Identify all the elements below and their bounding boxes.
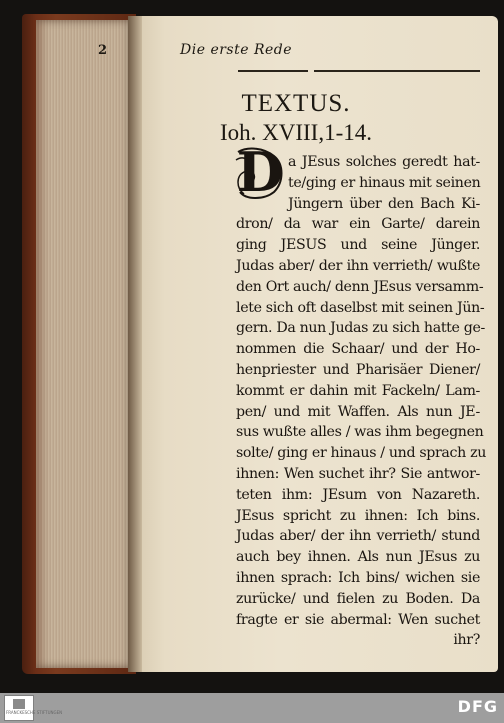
text-line: kommt er dahin mit Fackeln/ Lam- xyxy=(236,382,480,399)
text-line: auch bey ihnen. Als nun JEsus zu xyxy=(236,549,480,566)
library-logo[interactable] xyxy=(4,695,63,721)
header-rule-right xyxy=(314,70,480,72)
text-line: dron/ da war ein Garte/ darein xyxy=(236,216,480,233)
text-line: henpriester und Pharisäer Diener/ xyxy=(236,361,480,378)
text-line: den Ort auch/ denn JEsus versamm- xyxy=(236,278,484,295)
text-line: solte/ ging er hinaus / und sprach zu xyxy=(236,445,486,462)
page-number: 2 xyxy=(98,43,108,58)
text-line: ihr? xyxy=(453,632,480,649)
text-line: pen/ und mit Waffen. Als nun JE- xyxy=(236,403,480,420)
text-line: lete sich oft daselbst mit seinen Jün- xyxy=(236,299,485,316)
library-logo-mark xyxy=(13,699,25,709)
text-line: gern. Da nun Judas zu sich hatte ge- xyxy=(236,320,485,337)
text-line: ging JESUS und seine Jünger. xyxy=(236,237,480,254)
library-logo-label: FRANCKESCHE STIFTUNGEN xyxy=(6,710,63,715)
page-edges xyxy=(36,20,134,668)
header-rule-left xyxy=(238,70,308,72)
text-line: fragte er sie abermal: Wen suchet xyxy=(236,611,480,628)
running-head: Die erste Rede xyxy=(180,42,293,58)
dfg-logo[interactable]: DFG xyxy=(457,697,498,716)
section-title: TEXTUS. xyxy=(241,90,351,117)
text-line: teten ihm: JEsum von Nazareth. xyxy=(236,486,480,503)
text-line: zurücke/ und fielen zu Boden. Da xyxy=(236,590,480,607)
body-text xyxy=(236,152,486,651)
drop-capital: D xyxy=(236,140,284,204)
text-line: Jüngern über den Bach Ki- xyxy=(288,195,480,212)
text-line: JEsus spricht zu ihnen: Ich bins. xyxy=(236,507,480,524)
text-line: nommen die Schaar/ und der Ho- xyxy=(236,341,480,358)
text-line: sus wußte alles / was ihm begegnen xyxy=(236,424,484,441)
text-line: a JEsus solches geredt hat- xyxy=(288,154,480,170)
text-line: Judas aber/ der ihn verrieth/ stund xyxy=(236,528,480,545)
text-line: te/ging er hinaus mit seinen xyxy=(288,174,481,191)
viewer-footer xyxy=(0,693,504,723)
text-line: Judas aber/ der ihn verrieth/ wußte xyxy=(236,257,480,274)
text-line: ihnen: Wen suchet ihr? Sie antwor- xyxy=(236,465,480,482)
page-gutter xyxy=(128,16,142,672)
text-line: ihnen sprach: Ich bins/ wichen sie xyxy=(236,569,480,586)
scripture-reference: Ioh. XVIII,1-14. xyxy=(219,120,372,145)
